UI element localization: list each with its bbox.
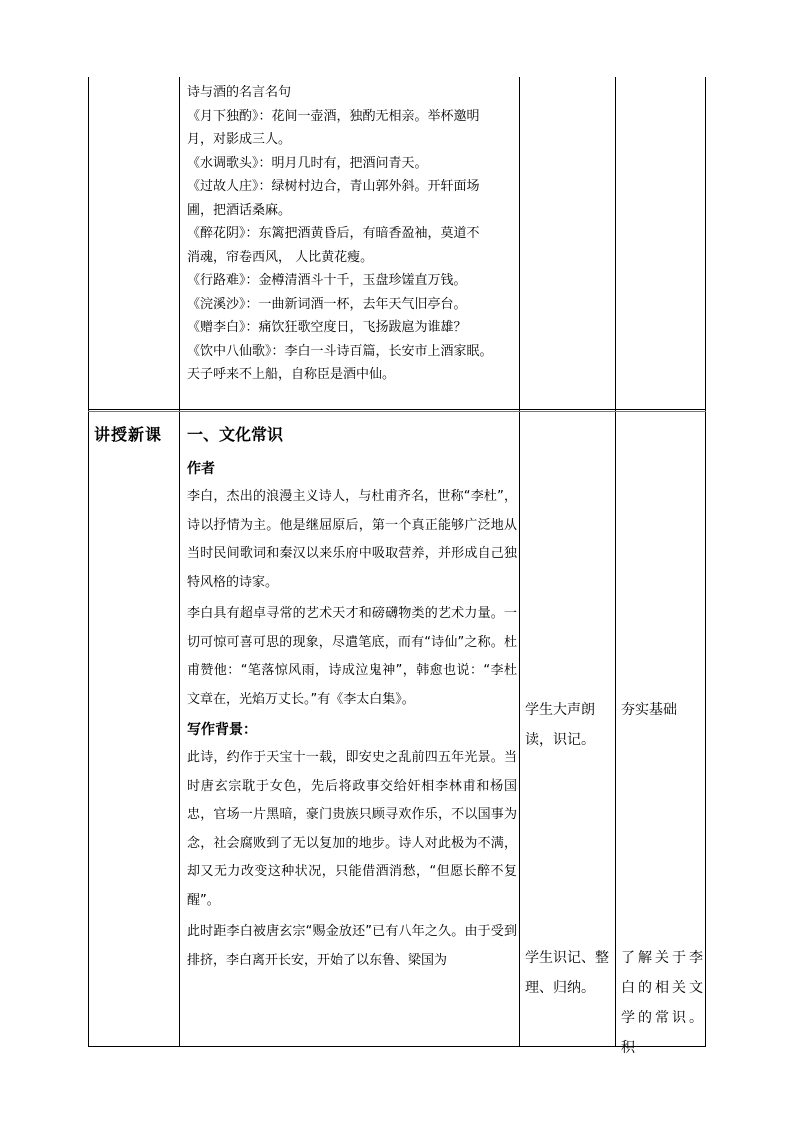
lesson-content — [187, 420, 517, 978]
student-activity-2: 学生识记、整理、归纳。 — [525, 950, 609, 996]
section-heading: 一、文化常识 — [187, 425, 284, 444]
poem-line: 《行路难》：金樽清酒斗十千，玉盘珍馐直万钱。 — [187, 273, 467, 288]
poem-line: 《饮中八仙歌》：李白一斗诗百篇，长安市上酒家眠。 — [187, 343, 493, 359]
poem-line: 圃，把酒话桑麻。 — [187, 202, 292, 218]
poem-line: 消魂，帘卷西风， 人比黄花瘦。 — [187, 249, 374, 265]
table-border-left — [88, 77, 89, 1047]
author-paragraph-2: 李白具有超卓寻常的艺术天才和磅礴物类的艺术力量。一切可惊可喜可思的现象，尽遣笔底，而有“诗仙”之称。杜甫赞他：“笔落惊风雨，诗成泣鬼神”，韩愈也说：“李杜文章在，光焰万丈长。”有《李太白集》。 — [187, 606, 517, 707]
poem-line: 诗与酒的名言名句 — [187, 85, 292, 100]
table-border-right — [705, 77, 706, 1047]
author-heading: 作者 — [187, 461, 215, 477]
background-heading: 写作背景： — [187, 722, 257, 738]
table-divider-1 — [179, 77, 180, 1047]
poem-line: 《月下独酌》：花间一壶酒，独酌无相亲。举杯邀明 — [187, 108, 480, 124]
poem-quotes — [187, 81, 517, 387]
design-intent-2: 了解关于李白的相关文学的常识。积 — [621, 950, 703, 1056]
table-border-bottom — [88, 1046, 706, 1047]
poem-line: 《浣溪沙》：一曲新词酒一杯，去年天气旧亭台。 — [187, 296, 467, 312]
poem-line: 《水调歌头》：明月几时有，把酒问青天。 — [187, 155, 428, 171]
student-activity-1: 学生大声朗读，识记。 — [525, 702, 595, 748]
poem-line: 《过故人庄》：绿树村边合，青山郭外斜。开轩面场 — [187, 179, 480, 194]
table-divider-2 — [519, 77, 520, 1047]
background-paragraph-1: 此诗，约作于天宝十一载，即安史之乱前四五年光景。当时唐玄宗耽于女色，先后将政事交给奸相李林甫和杨国忠，官场一片黑暗，豪门贵族只顾寻欢作乐，不以国事为念，社会腐败到了无以复加的地步。诗人对此极为不满，却又无力改变这种状况，只能借酒消愁，“但愿长醉不复醒”。 — [187, 750, 517, 908]
row-divider-inner — [88, 411, 706, 412]
row-divider — [88, 409, 706, 410]
poem-line: 《赠李白》：痛饮狂歌空度日，飞扬跋扈为谁雄？ — [187, 320, 467, 335]
table-divider-3 — [615, 77, 616, 1047]
design-intent-1: 夯实基础 — [621, 702, 677, 718]
lesson-plan-table — [88, 77, 706, 1056]
stage-label: 讲授新课 — [94, 425, 163, 444]
poem-line: 天子呼来不上船，自称臣是酒中仙。 — [187, 367, 396, 382]
author-paragraph-1: 李白，杰出的浪漫主义诗人，与杜甫齐名，世称“李杜”，诗以抒情为主。他是继屈原后，第一个真正能够广泛地从当时民间歌词和秦汉以来乐府中吸取营养，并形成自己独特风格的诗家。 — [187, 489, 517, 590]
poem-line: 《醉花阴》：东篱把酒黄昏后，有暗香盈袖，莫道不 — [187, 226, 480, 241]
poem-line: 月，对影成三人。 — [187, 132, 292, 147]
background-paragraph-2: 此时距李白被唐玄宗“赐金放还”已有八年之久。由于受到排挤，李白离开长安，开始了以东鲁、梁国为 — [187, 924, 517, 968]
